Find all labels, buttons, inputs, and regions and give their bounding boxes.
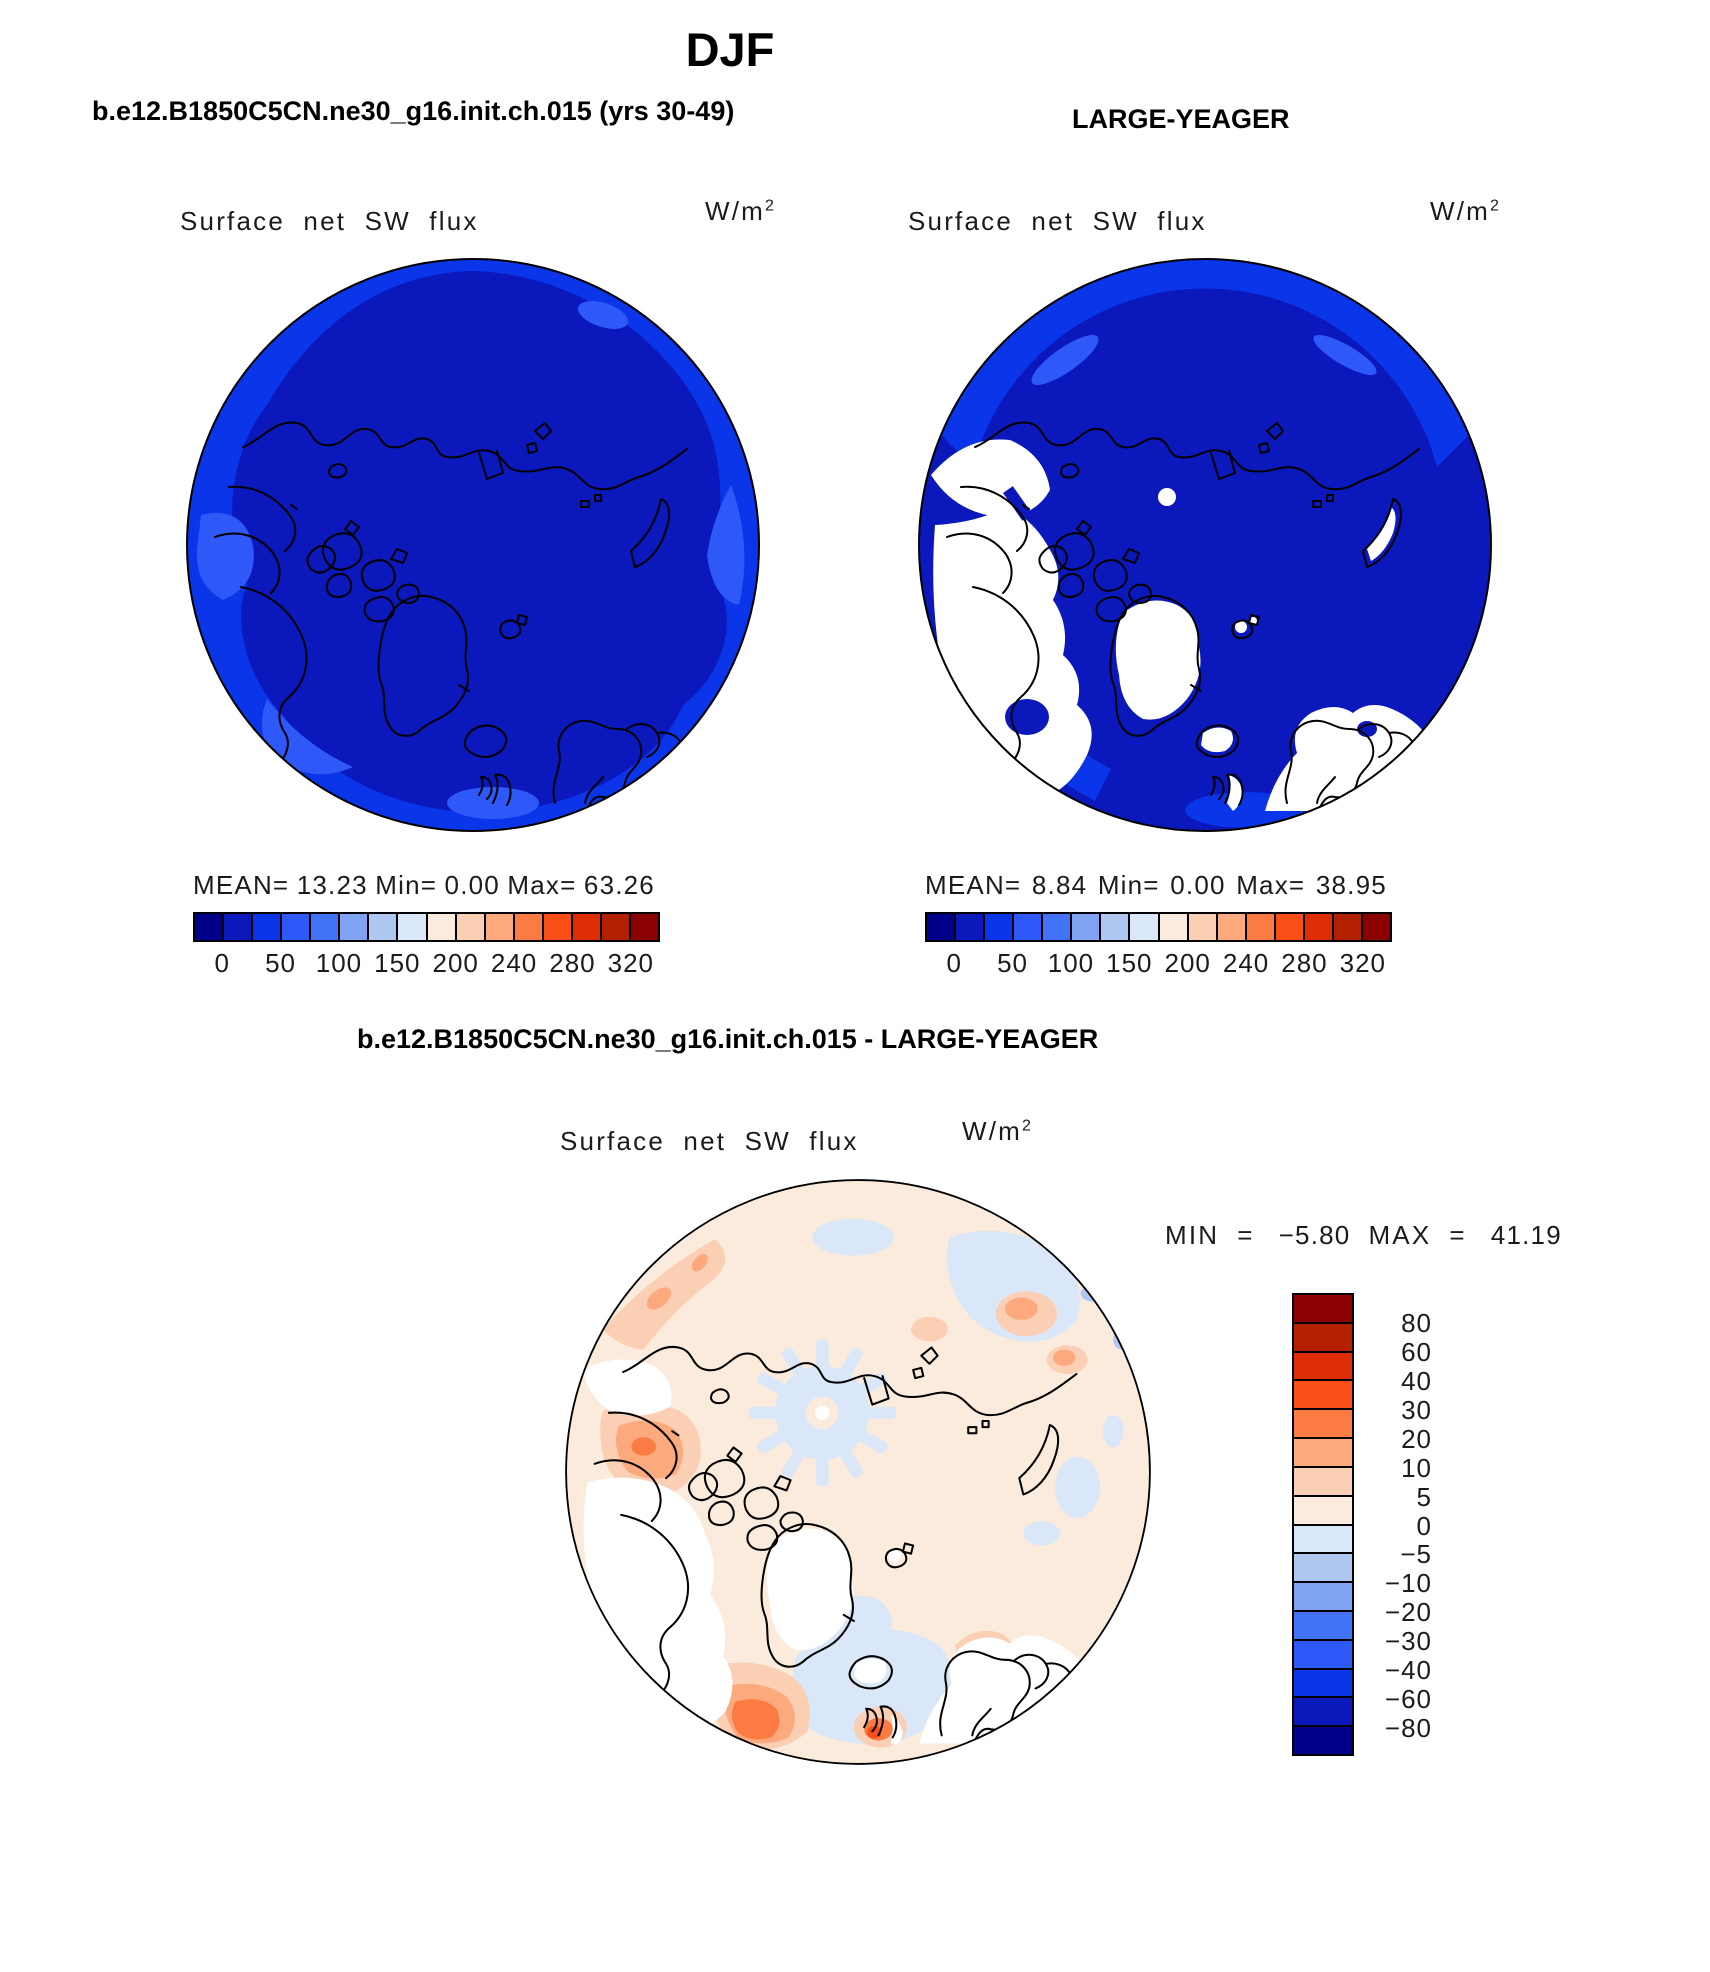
obs-map: [915, 255, 1495, 835]
diff-header: b.e12.B1850C5CN.ne30_g16.init.ch.015 - LARGE-YEAGER: [357, 1024, 1099, 1054]
colorbar-cell: [571, 912, 602, 942]
colorbar-cell: [954, 912, 985, 942]
max-value: 38.95: [1315, 870, 1387, 900]
colorbar-cell: [484, 912, 515, 942]
colorbar-tick-label: −80: [1384, 1713, 1432, 1744]
model-stats: [193, 870, 655, 901]
colorbar-cell: [629, 912, 660, 942]
obs-stats: [925, 870, 1387, 901]
colorbar-cell: [1274, 912, 1305, 942]
colorbar-cell: [1292, 1696, 1354, 1727]
colorbar-cell: [1292, 1668, 1354, 1699]
colorbar-tick-label: −5: [1400, 1539, 1432, 1570]
colorbar-tick-label: 100: [315, 948, 363, 978]
diff-units: $W/m^2$: [962, 1116, 1031, 1146]
colorbar-cell: [1216, 912, 1247, 942]
colorbar-cell: [1361, 912, 1392, 942]
colorbar-cell: [1099, 912, 1130, 942]
colorbar-tick-label: 100: [1047, 948, 1095, 978]
colorbar-tick-label: 0: [946, 948, 962, 978]
mean-value: 8.84: [1031, 870, 1088, 900]
colorbar-cell: [983, 912, 1014, 942]
colorbar-tick-label: −10: [1384, 1568, 1432, 1599]
min-value: 0.00: [1170, 870, 1226, 900]
colorbar-tick-label: 20: [1401, 1423, 1432, 1454]
colorbar-cell: [1292, 1639, 1354, 1670]
colorbar-cell: [1292, 1351, 1354, 1382]
colorbar-cell: [193, 912, 224, 942]
colorbar-cell: [1292, 1322, 1354, 1353]
pole-hole-dot: [1158, 488, 1176, 506]
pole-hole-dot: [815, 1406, 829, 1420]
diff-map-title: Surface net SW flux: [560, 1126, 859, 1156]
colorbar-tick-label: 30: [1401, 1394, 1432, 1425]
colorbar-cell: [1158, 912, 1189, 942]
diff-min-label: MIN: [1165, 1220, 1220, 1250]
colorbar-cell: [1292, 1408, 1354, 1439]
model-units: $W/m^2$: [705, 196, 774, 226]
obs-units: $W/m^2$: [1430, 196, 1499, 226]
model-colorbar: [193, 912, 660, 942]
model-header: b.e12.B1850C5CN.ne30_g16.init.ch.015 (yrs 30-49): [92, 96, 735, 126]
mean-label: MEAN=: [193, 870, 290, 900]
model-map: [183, 255, 763, 835]
model-map-title: Surface net SW flux: [180, 206, 479, 236]
colorbar-cell: [1070, 912, 1101, 942]
colorbar-cell: [1012, 912, 1043, 942]
colorbar-cell: [925, 912, 956, 942]
mean-value: 13.23: [296, 870, 368, 900]
diff-minmax: MIN = −5.80 MAX = 41.19: [1165, 1220, 1562, 1250]
diff-map: [562, 1176, 1154, 1768]
colorbar-tick-label: 280: [549, 948, 596, 978]
page-title: DJF: [685, 23, 775, 76]
colorbar-cell: [1332, 912, 1363, 942]
colorbar-tick-label: 320: [1339, 948, 1387, 978]
min-label: Min=: [1097, 870, 1160, 900]
colorbar-tick-label: 60: [1401, 1336, 1432, 1367]
colorbar-cell: [367, 912, 398, 942]
max-value: 63.26: [583, 870, 655, 900]
diff-max-value: 41.19: [1490, 1220, 1562, 1250]
colorbar-tick-label: 240: [1222, 948, 1270, 978]
colorbar-cell: [1303, 912, 1334, 942]
colorbar-tick-label: 5: [1416, 1481, 1432, 1512]
max-label: Max=: [507, 870, 577, 900]
colorbar-cell: [1245, 912, 1276, 942]
colorbar-cell: [1292, 1552, 1354, 1583]
colorbar-cell: [280, 912, 311, 942]
colorbar-cell: [1292, 1437, 1354, 1468]
obs-map-title: Surface net SW flux: [908, 206, 1207, 236]
colorbar-tick-label: 0: [214, 948, 230, 978]
colorbar-cell: [251, 912, 282, 942]
colorbar-tick-label: 50: [997, 948, 1029, 978]
colorbar-tick-label: −20: [1384, 1597, 1432, 1628]
colorbar-tick-label: 150: [1106, 948, 1153, 978]
colorbar-cell: [1292, 1610, 1354, 1641]
colorbar-tick-label: −60: [1384, 1684, 1432, 1715]
colorbar-cell: [542, 912, 573, 942]
diff-min-value: −5.80: [1278, 1220, 1351, 1250]
colorbar-cell: [600, 912, 631, 942]
min-label: Min=: [375, 870, 438, 900]
colorbar-tick-label: 320: [607, 948, 655, 978]
colorbar-cell: [222, 912, 253, 942]
colorbar-tick-label: 50: [265, 948, 297, 978]
colorbar-tick-label: 200: [1164, 948, 1211, 978]
obs-colorbar: [925, 912, 1392, 942]
colorbar-tick-label: 150: [374, 948, 421, 978]
colorbar-cell: [1128, 912, 1159, 942]
colorbar-tick-label: −40: [1384, 1655, 1432, 1686]
colorbar-cell: [1292, 1725, 1354, 1756]
diff-colorbar: [1292, 1293, 1354, 1756]
diff-colorbar-ticks: [1368, 1293, 1432, 1756]
colorbar-cell: [1041, 912, 1072, 942]
colorbar-tick-label: 0: [1416, 1510, 1432, 1541]
colorbar-tick-label: 10: [1401, 1452, 1432, 1483]
diff-max-label: MAX: [1368, 1220, 1432, 1250]
colorbar-cell: [455, 912, 486, 942]
colorbar-cell: [338, 912, 369, 942]
obs-header: LARGE-YEAGER: [1072, 104, 1290, 134]
colorbar-tick-label: 240: [490, 948, 538, 978]
colorbar-tick-label: −30: [1384, 1626, 1432, 1657]
colorbar-tick-label: 280: [1281, 948, 1328, 978]
colorbar-cell: [513, 912, 544, 942]
colorbar-tick-label: 80: [1401, 1307, 1432, 1338]
colorbar-cell: [426, 912, 457, 942]
colorbar-cell: [1292, 1293, 1354, 1324]
obs-colorbar-ticks: [925, 948, 1392, 978]
colorbar-cell: [1187, 912, 1218, 942]
colorbar-cell: [1292, 1466, 1354, 1497]
min-value: 0.00: [444, 870, 500, 900]
mean-label: MEAN=: [925, 870, 1022, 900]
colorbar-cell: [1292, 1379, 1354, 1410]
max-label: Max=: [1236, 870, 1306, 900]
colorbar-cell: [309, 912, 340, 942]
colorbar-cell: [1292, 1524, 1354, 1555]
colorbar-cell: [1292, 1495, 1354, 1526]
colorbar-tick-label: 40: [1401, 1365, 1432, 1396]
colorbar-tick-label: 200: [432, 948, 479, 978]
colorbar-cell: [396, 912, 427, 942]
model-colorbar-ticks: [193, 948, 660, 978]
colorbar-cell: [1292, 1581, 1354, 1612]
